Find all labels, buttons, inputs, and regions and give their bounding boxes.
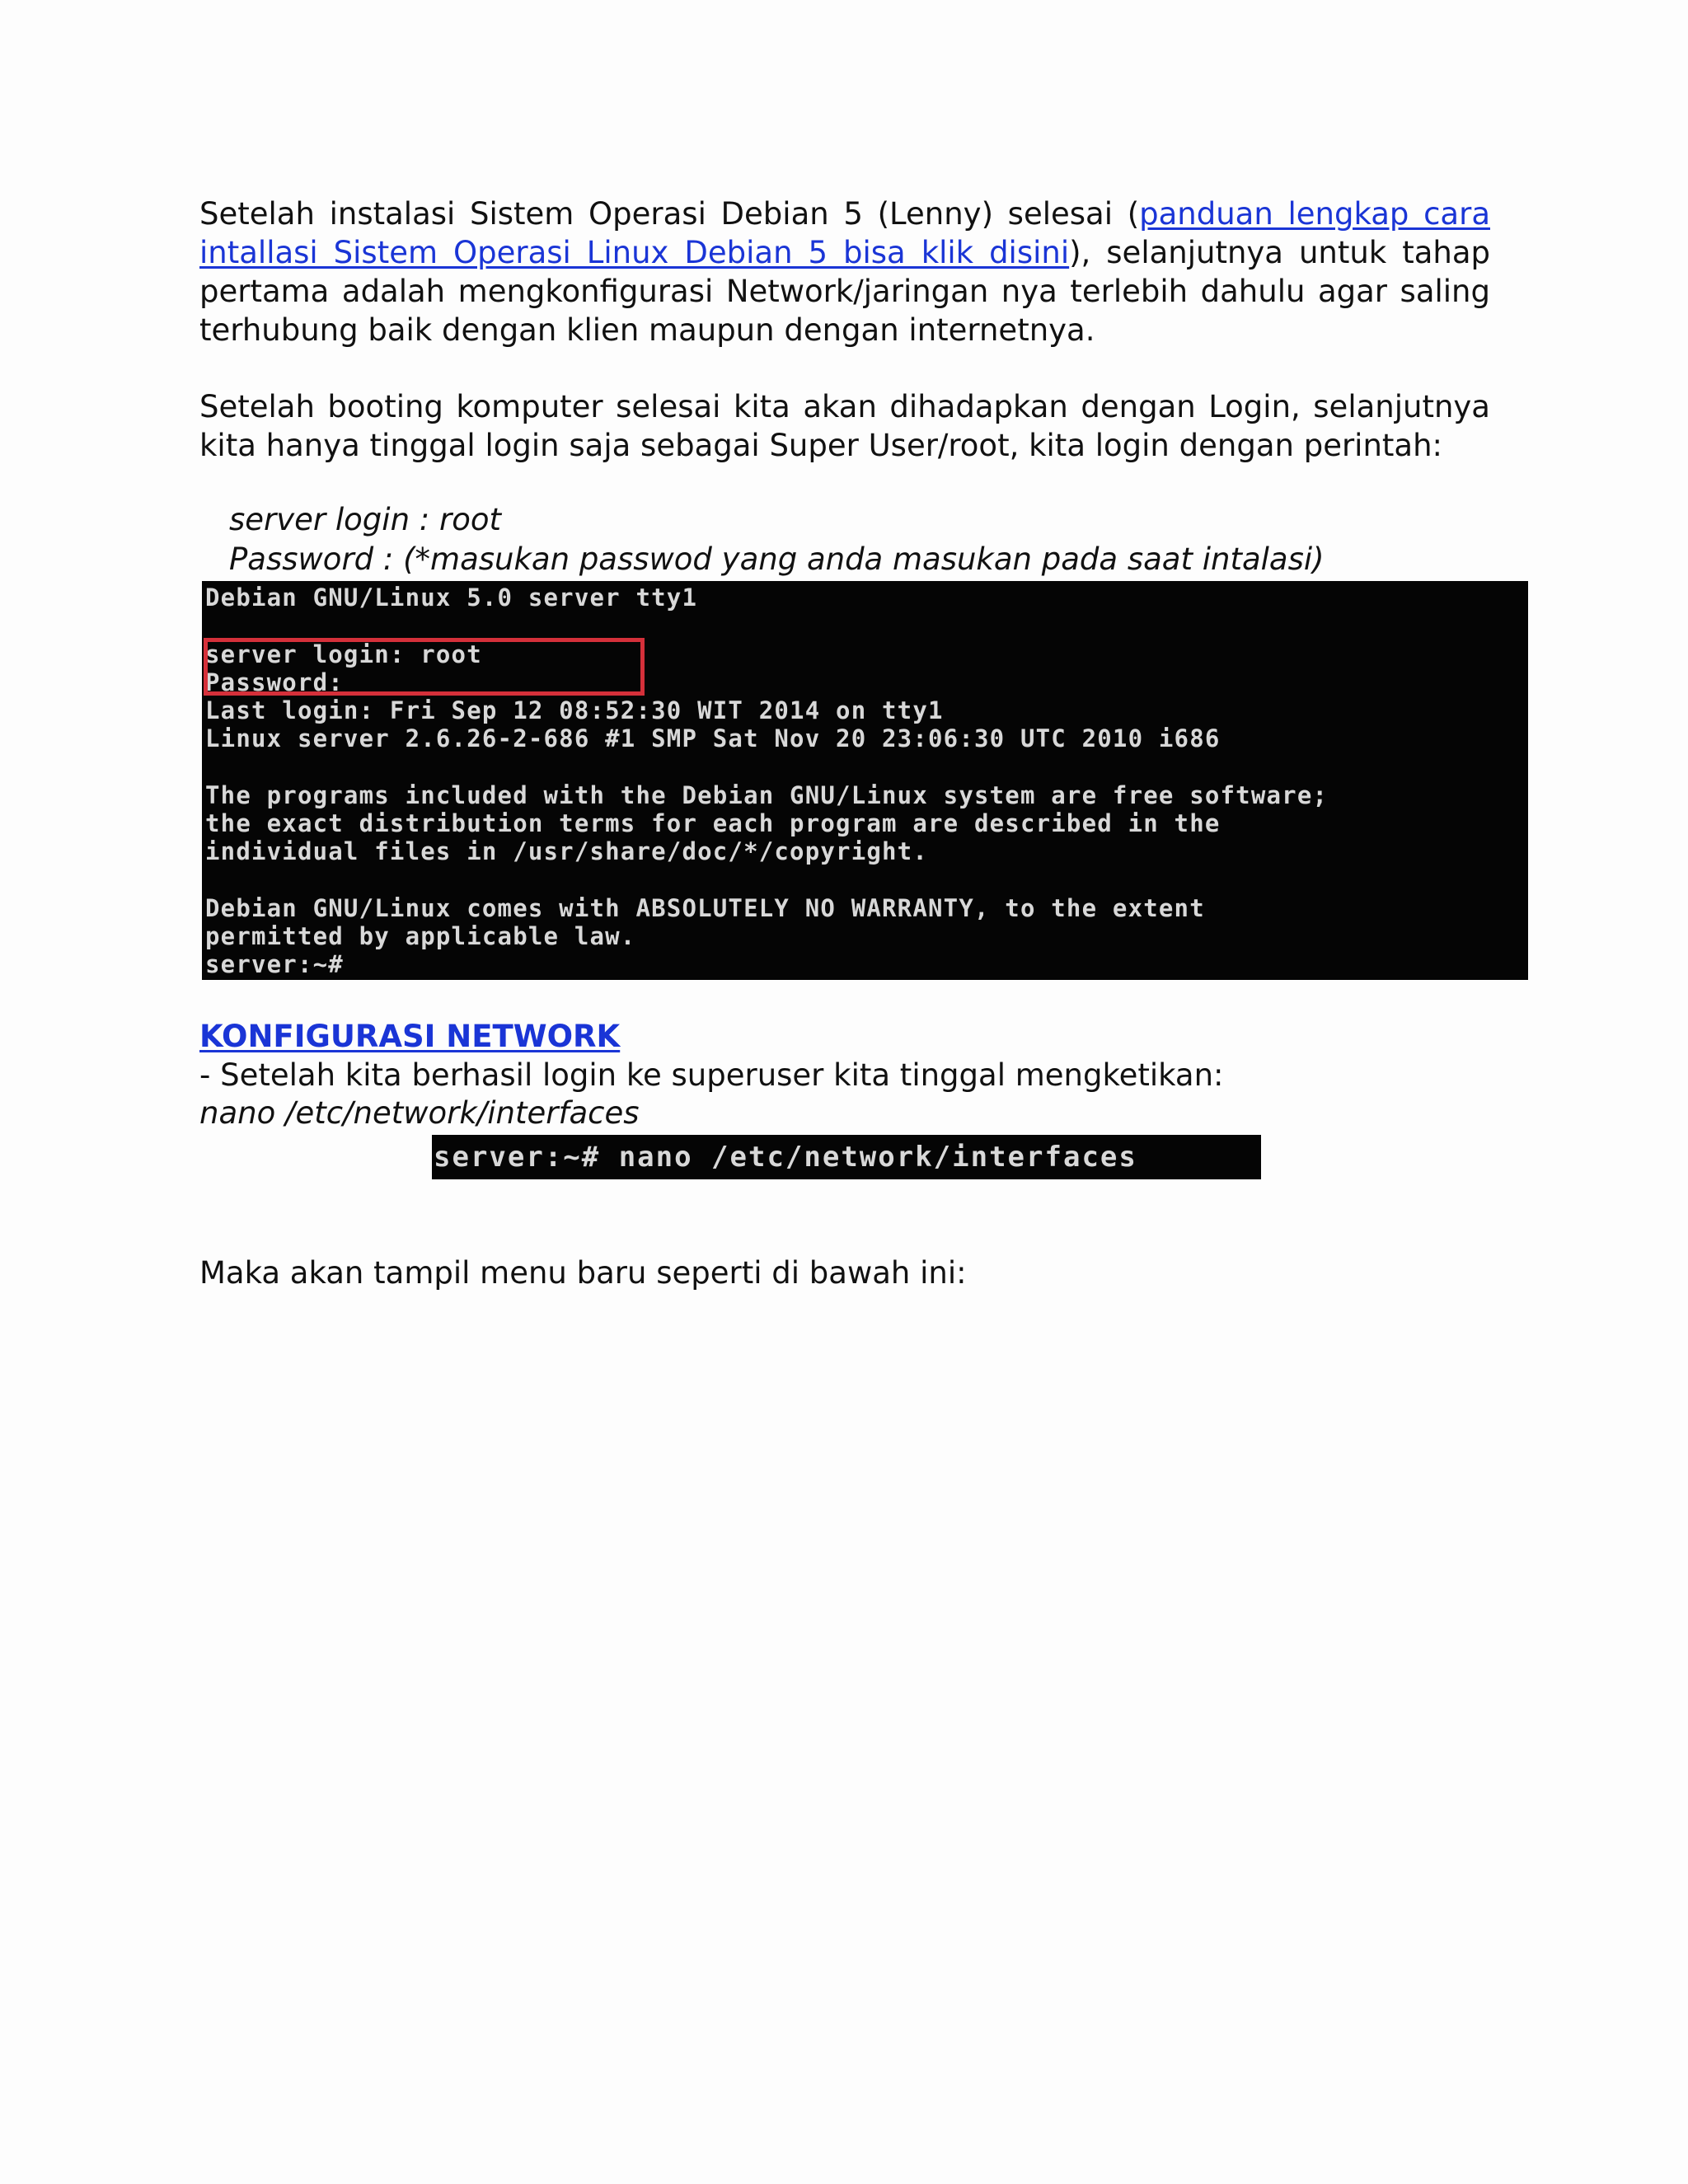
- closing-text: Maka akan tampil menu baru seperti di bawah ini:: [199, 1255, 967, 1291]
- login-command-line: server login : root: [229, 502, 502, 537]
- password-command-line: Password : (*masukan passwod yang anda masukan pada saat intalasi): [229, 541, 1325, 577]
- login-terminal-screenshot: [202, 581, 1528, 980]
- intro-text-before-link: Setelah instalasi Sistem Operasi Debian 5 (Lenny) selesai (: [199, 196, 1140, 232]
- installation-guide-link[interactable]: panduan lengkap cara intallasi Sistem Operasi Linux Debian 5 bisa klik disini: [199, 196, 1490, 270]
- terminal-line: Debian GNU/Linux 5.0 server tty1: [205, 583, 698, 612]
- network-config-heading-link[interactable]: KONFIGURASI NETWORK: [199, 1019, 621, 1054]
- terminal-prompt-line: server:~# nano /etc/network/interfaces: [434, 1141, 1137, 1174]
- booting-paragraph: Setelah booting komputer selesai kita akan dihadapkan dengan Login, selanjutnya kita hanya tinggal login saja sebagai Super User/root, kita login dengan perintah:: [199, 389, 1490, 463]
- terminal-line: Last login: Fri Sep 12 08:52:30 WIT 2014 on tty1: [205, 696, 944, 724]
- terminal-prompt-line: server:~#: [205, 950, 344, 978]
- network-config-heading: [199, 1017, 620, 1056]
- login-highlight-box: [204, 638, 645, 696]
- terminal-line: Debian GNU/Linux comes with ABSOLUTELY NO WARRANTY, to the extent: [205, 894, 1205, 922]
- terminal-line: permitted by applicable law.: [205, 922, 636, 950]
- terminal-line: the exact distribution terms for each program are described in the: [205, 809, 1221, 837]
- login-step-text: - Setelah kita berhasil login ke superuser kita tinggal mengketikan:: [199, 1057, 1224, 1093]
- terminal-line: individual files in /usr/share/doc/*/copyright.: [205, 837, 928, 865]
- nano-command-text: nano /etc/network/interfaces: [199, 1095, 640, 1131]
- terminal-line: The programs included with the Debian GNU/Linux system are free software;: [205, 781, 1329, 809]
- terminal-line: Password:: [205, 668, 344, 696]
- intro-paragraph: [199, 194, 1490, 349]
- nano-terminal-screenshot: [432, 1135, 1261, 1179]
- intro-text-after-link: ), selanjutnya untuk tahap pertama adalah mengkonfigurasi Network/jaringan nya terlebih dahulu agar saling terhubung baik dengan klien maupun dengan internetnya.: [199, 235, 1490, 348]
- terminal-line: Linux server 2.6.26-2-686 #1 SMP Sat Nov 20 23:06:30 UTC 2010 i686: [205, 724, 1221, 752]
- terminal-line: server login: root: [205, 640, 482, 668]
